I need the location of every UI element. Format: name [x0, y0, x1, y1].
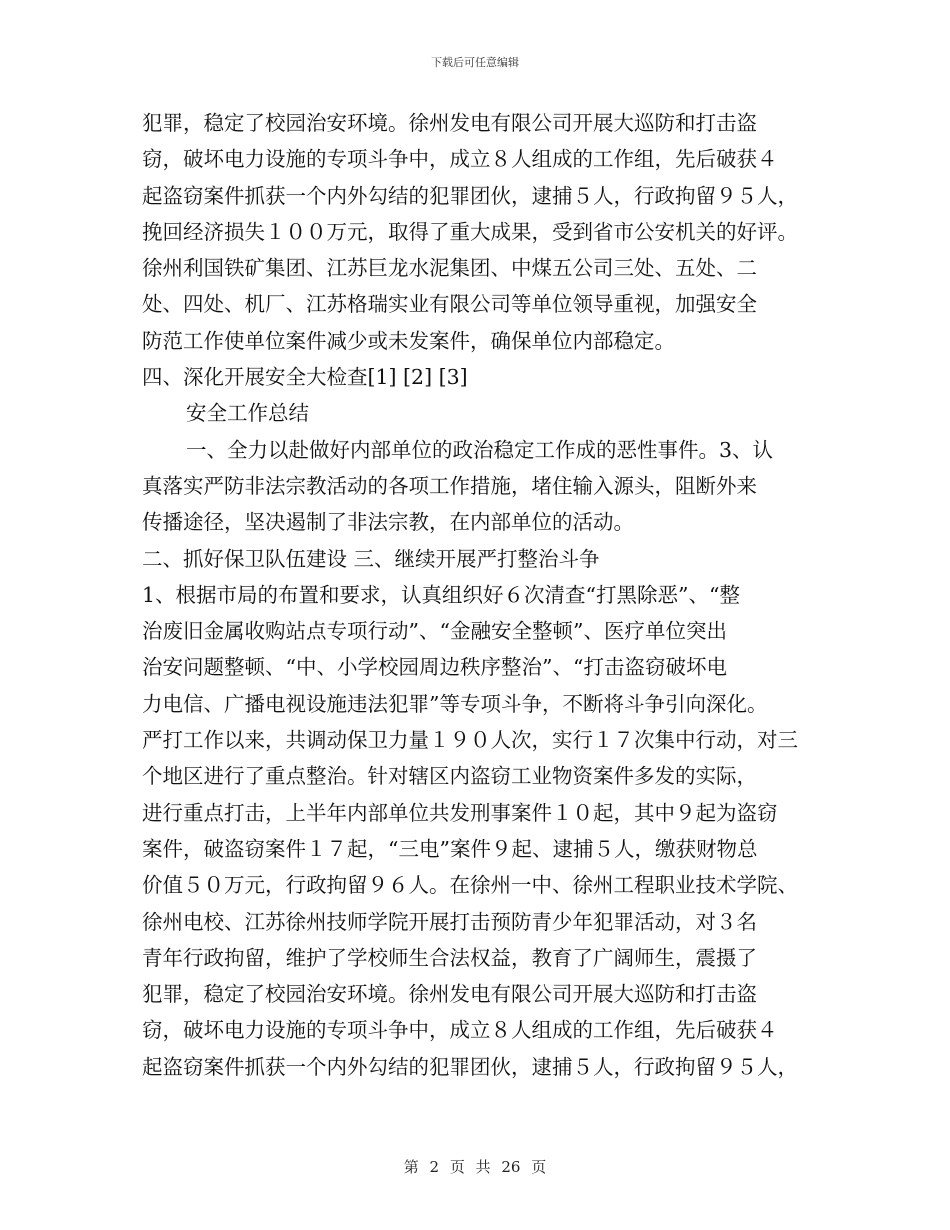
body-line: 治废旧金属收购站点专项行动”、“金融安全整顿”、医疗单位突出 [142, 619, 727, 644]
body-line: 1、根据市局的布置和要求，认真组织好６次清查“打黑除恶”、“整 [142, 582, 740, 607]
body-line: 案件，破盗窃案件１７起，“三电”案件９起、逮捕５人，缴获财物总 [142, 836, 758, 861]
body-line: 治安问题整顿、“中、小学校园周边秩序整治”、“打击盗窃破坏电 [142, 655, 727, 680]
footer-total-pages: 26 [501, 1158, 521, 1176]
body-line: 进行重点打击，上半年内部单位共发刑事案件１０起，其中９起为盗窃 [142, 800, 778, 825]
body-line: 犯罪，稳定了校园治安环境。徐州发电有限公司开展大巡防和打击盗 [142, 982, 757, 1007]
body-line: 力电信、广播电视设施违法犯罪”等专项斗争，不断将斗争引向深化。 [142, 691, 768, 716]
body-line: 窃，破坏电力设施的专项斗争中，成立８人组成的工作组，先后破获４ [142, 1018, 778, 1043]
body-line: 起盗窃案件抓获一个内外勾结的犯罪团伙，逮捕５人，行政拘留９５人， [142, 1054, 798, 1079]
body-line: 青年行政拘留，维护了学校师生合法权益，教育了广阔师生，震摄了 [142, 945, 757, 970]
body-line: 一、全力以赴做好内部单位的政治稳定工作成的恶性事件。3、认 [186, 437, 774, 462]
body-line: 徐州利国铁矿集团、江苏巨龙水泥集团、中煤五公司三处、五处、二 [142, 256, 757, 281]
subsection-title: 安全工作总结 [186, 401, 309, 426]
footer-prefix: 第 [403, 1158, 419, 1176]
body-line: 价值５０万元，行政拘留９６人。在徐州一中、徐州工程职业技术学院、 [142, 873, 798, 898]
section-heading: 四、深化开展安全大检查[1] [2] [3] [142, 365, 468, 390]
page-footer [0, 1156, 950, 1177]
body-line: 传播途径，坚决遏制了非法宗教，在内部单位的活动。 [142, 510, 634, 535]
body-line: 徐州电校、江苏徐州技师学院开展打击预防青少年犯罪活动，对３名 [142, 909, 757, 934]
body-line: 防范工作使单位案件减少或未发案件，确保单位内部稳定。 [142, 328, 675, 353]
body-line: 个地区进行了重点整治。针对辖区内盗窃工业物资案件多发的实际， [142, 764, 757, 789]
body-line: 挽回经济损失１００万元，取得了重大成果，受到省市公安机关的好评。 [142, 219, 798, 244]
body-line: 真落实严防非法宗教活动的各项工作措施，堵住输入源头，阻断外来 [142, 473, 757, 498]
page-header: 下载后可任意编辑 [431, 56, 519, 69]
footer-page-number: 2 [429, 1158, 440, 1176]
body-line: 犯罪，稳定了校园治安环境。徐州发电有限公司开展大巡防和打击盗 [142, 111, 757, 135]
body-line: 窃，破坏电力设施的专项斗争中，成立８人组成的工作组，先后破获４ [142, 147, 778, 172]
body-line: 处、四处、机厂、江苏格瑞实业有限公司等单位领导重视，加强安全 [142, 292, 757, 317]
body-line: 严打工作以来，共调动保卫力量１９０人次，实行１７次集中行动，对三 [142, 728, 798, 753]
document-body [142, 105, 822, 1085]
body-line: 起盗窃案件抓获一个内外勾结的犯罪团伙，逮捕５人，行政拘留９５人， [142, 183, 798, 208]
section-heading: 二、抓好保卫队伍建设 三、继续开展严打整治斗争 [142, 546, 600, 571]
footer-suffix: 页 [531, 1158, 547, 1176]
footer-middle: 页 共 [449, 1158, 491, 1176]
